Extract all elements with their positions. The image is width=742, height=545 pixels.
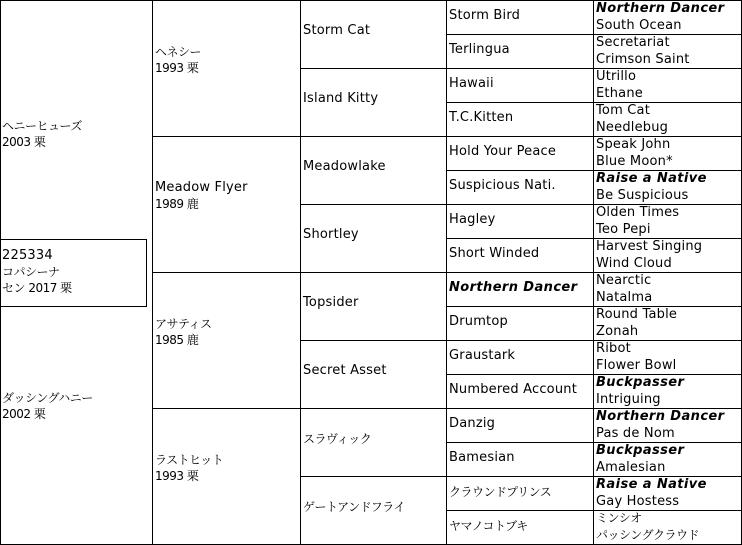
horse-name: Ribot xyxy=(596,341,631,356)
g3-cell xyxy=(301,408,446,476)
horse-name: Zonah xyxy=(596,324,639,339)
horse-name: ラストヒット xyxy=(155,453,224,467)
g4-cell xyxy=(447,510,593,544)
grandparent-cell xyxy=(153,136,300,272)
horse-name: 2003 栗 xyxy=(2,135,46,149)
horse-name: Raise a Native xyxy=(596,477,707,492)
g4-cell xyxy=(447,374,593,408)
g5-cell xyxy=(594,323,741,340)
horse-name: Nearctic xyxy=(596,273,652,288)
horse-name: Graustark xyxy=(449,348,516,363)
g5-cell xyxy=(594,459,741,476)
horse-name: Utrillo xyxy=(596,69,637,84)
g5-cell xyxy=(594,238,741,255)
horse-name: パッシングクラウド xyxy=(596,528,699,542)
horse-name: T.C.Kitten xyxy=(449,110,514,125)
g5-cell xyxy=(594,357,741,374)
horse-name: Northern Dancer xyxy=(596,409,725,424)
g3-cell xyxy=(301,204,446,272)
horse-name: Harvest Singing xyxy=(596,239,703,254)
g5-cell xyxy=(594,68,741,85)
g5-cell xyxy=(594,51,741,68)
g4-cell xyxy=(447,102,593,136)
g4-cell xyxy=(447,442,593,476)
horse-name: Intriguing xyxy=(596,392,661,407)
horse-name: Blue Moon* xyxy=(596,154,673,169)
g5-cell xyxy=(594,170,741,187)
horse-name: 1985 鹿 xyxy=(155,333,199,347)
horse-name: ヘニーヒューズ xyxy=(2,119,82,133)
g4-cell xyxy=(447,272,593,306)
horse-name: Pas de Nom xyxy=(596,426,675,441)
horse-name: Short Winded xyxy=(449,246,540,261)
horse-name: Terlingua xyxy=(449,42,510,57)
g4-cell xyxy=(447,476,593,510)
g3-cell xyxy=(301,272,446,340)
g5-cell xyxy=(594,0,741,17)
horse-name: Amalesian xyxy=(596,460,666,475)
g5-cell xyxy=(594,204,741,221)
g5-cell xyxy=(594,306,741,323)
g5-cell xyxy=(594,187,741,204)
horse-name: Suspicious Nati. xyxy=(449,178,556,193)
g5-cell xyxy=(594,340,741,357)
dam-cell xyxy=(0,272,152,544)
horse-name: Topsider xyxy=(303,295,359,310)
horse-name: Bamesian xyxy=(449,450,515,465)
horse-name: Raise a Native xyxy=(596,171,707,186)
horse-name: Drumtop xyxy=(449,314,508,329)
horse-name: Storm Cat xyxy=(303,23,371,38)
horse-name: クラウンドプリンス xyxy=(449,485,552,499)
horse-name: Flower Bowl xyxy=(596,358,677,373)
g5-cell xyxy=(594,408,741,425)
horse-name: Northern Dancer xyxy=(449,280,578,295)
g4-cell xyxy=(447,204,593,238)
g5-cell xyxy=(594,289,741,306)
horse-name: Crimson Saint xyxy=(596,52,690,67)
horse-name: Numbered Account xyxy=(449,382,578,397)
horse-name: Wind Cloud xyxy=(596,256,672,271)
horse-name: Secretariat xyxy=(596,35,670,50)
horse-name: Danzig xyxy=(449,416,496,431)
horse-name: Buckpasser xyxy=(596,443,685,458)
g3-cell xyxy=(301,0,446,68)
horse-name: Teo Pepi xyxy=(596,222,651,237)
horse-name: Hold Your Peace xyxy=(449,144,557,159)
g5-cell xyxy=(594,136,741,153)
g5-cell xyxy=(594,442,741,459)
horse-name: Be Suspicious xyxy=(596,188,689,203)
g5-cell xyxy=(594,493,741,510)
horse-name: Round Table xyxy=(596,307,678,322)
sire-cell xyxy=(0,0,152,272)
g4-cell xyxy=(447,34,593,68)
horse-name: Secret Asset xyxy=(303,363,387,378)
g5-cell xyxy=(594,221,741,238)
g4-cell xyxy=(447,408,593,442)
g5-cell xyxy=(594,153,741,170)
horse-name: ダッシングハニー xyxy=(2,391,93,405)
g5-cell xyxy=(594,391,741,408)
g5-cell xyxy=(594,17,741,34)
horse-name: Tom Cat xyxy=(596,103,651,118)
g4-cell xyxy=(447,136,593,170)
g5-cell xyxy=(594,476,741,493)
horse-name: 1993 栗 xyxy=(155,469,199,483)
horse-name: ミンシオ xyxy=(596,511,642,525)
g4-cell xyxy=(447,0,593,34)
horse-name: Gay Hostess xyxy=(596,494,680,509)
g5-cell xyxy=(594,527,741,544)
grandparent-cell xyxy=(153,272,300,408)
horse-name: Northern Dancer xyxy=(596,1,725,16)
horse-name: Meadowlake xyxy=(303,159,386,174)
g3-cell xyxy=(301,68,446,136)
horse-name: スラヴィック xyxy=(303,432,372,446)
horse-name: Olden Times xyxy=(596,205,680,220)
horse-name: Hawaii xyxy=(449,76,494,91)
g5-cell xyxy=(594,272,741,289)
horse-name: Hagley xyxy=(449,212,496,227)
horse-name: ヘネシー xyxy=(155,45,202,59)
horse-name: Buckpasser xyxy=(596,375,685,390)
horse-name: Ethane xyxy=(596,86,643,101)
horse-name: 2002 栗 xyxy=(2,407,46,421)
horse-name: Speak John xyxy=(596,137,671,152)
g3-cell xyxy=(301,476,446,544)
horse-name: Shortley xyxy=(303,227,359,242)
g3-cell xyxy=(301,340,446,408)
g4-cell xyxy=(447,170,593,204)
g5-cell xyxy=(594,34,741,51)
horse-name: アサティス xyxy=(155,317,212,331)
horse-name: 1993 栗 xyxy=(155,61,199,75)
horse-name: ゲートアンドフライ xyxy=(303,500,405,514)
horse-name: Island Kitty xyxy=(303,91,379,106)
g5-cell xyxy=(594,102,741,119)
grandparent-cell xyxy=(153,408,300,544)
subject-box xyxy=(0,239,147,307)
g3-cell xyxy=(301,136,446,204)
g5-cell xyxy=(594,510,741,527)
horse-name: Storm Bird xyxy=(449,8,521,23)
horse-name: Natalma xyxy=(596,290,653,305)
horse-name: Meadow Flyer xyxy=(155,180,248,195)
horse-name: 1989 鹿 xyxy=(155,197,199,211)
horse-name: Needlebug xyxy=(596,120,669,135)
g4-cell xyxy=(447,306,593,340)
horse-name: セン 2017 栗 xyxy=(2,281,72,295)
g4-cell xyxy=(447,340,593,374)
grandparent-cell xyxy=(153,0,300,136)
horse-name: ヤマノコトブキ xyxy=(449,519,528,533)
g5-cell xyxy=(594,255,741,272)
g5-cell xyxy=(594,374,741,391)
horse-name: 225334 xyxy=(2,248,53,263)
horse-name: コパシーナ xyxy=(2,265,60,279)
g5-cell xyxy=(594,425,741,442)
g4-cell xyxy=(447,238,593,272)
horse-name: South Ocean xyxy=(596,18,682,33)
g5-cell xyxy=(594,85,741,102)
g5-cell xyxy=(594,119,741,136)
g4-cell xyxy=(447,68,593,102)
